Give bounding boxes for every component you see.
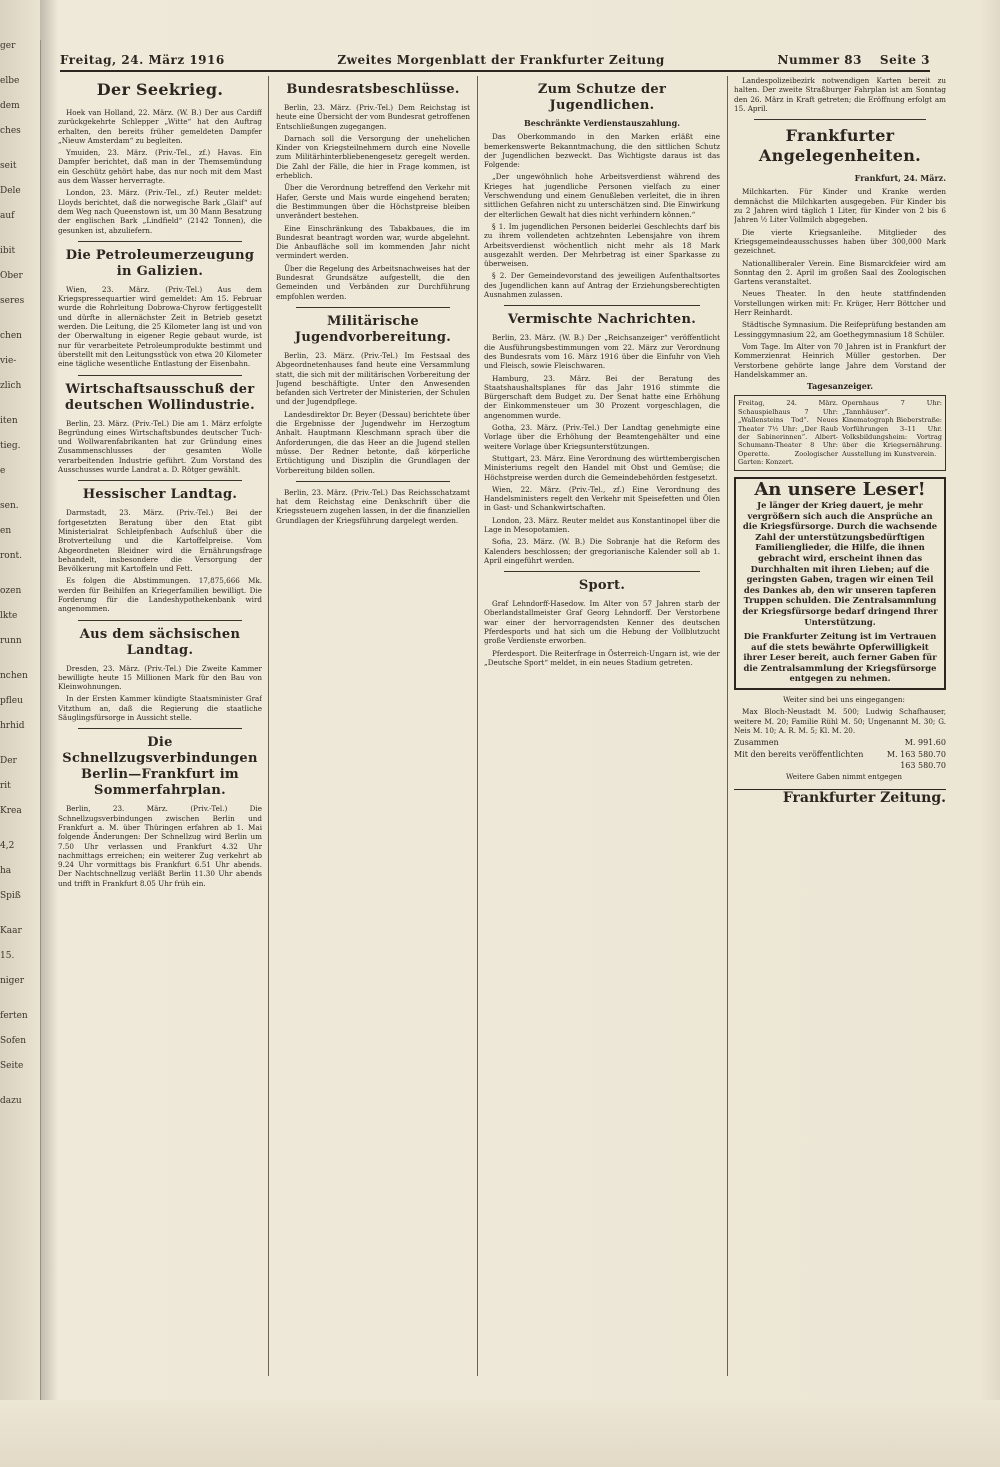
column-3: [484, 76, 720, 1376]
adjacent-page-fragment: pfleu: [0, 696, 23, 706]
article-paragraph: Neues Theater. In den heute stattfindenden Vorstellungen wirken mit: Fr. Krüger, Herr Böttcher und Herr Reinhardt.: [734, 289, 946, 318]
article-paragraph: Berlin, 23. März. (Priv.-Tel.) Die Schnellzugsverbindungen zwischen Berlin und Frankfurt a. M. über Thüringen erfahren ab 1. Mai folgende Änderungen: Der Schnellzug wird Berlin um 7.50 Uhr verlassen und Frankfurt 4.32 Uhr nachmittags erreichen; ein weiterer Zug verkehrt ab 9.24 Uhr vormittags bis Frankfurt 6.51 Uhr abends. Der Nachtschnellzug verläßt Berlin 11.30 Uhr abends und trifft in Frankfurt 8.05 Uhr früh ein.: [58, 804, 262, 888]
adjacent-page-fragment: iten: [0, 416, 18, 426]
adjacent-page-fragment: nchen: [0, 671, 28, 681]
article-paragraph: Berlin, 23. März. (Priv.-Tel.) Im Festsaal des Abgeordnetenhauses fand heute eine Versammlung statt, die sich mit der militärischen Vorbereitung der Jugend beschäftigte. Unter den Anwesenden befanden sich Vertreter der Ministerien, der Schulen und der Jugendpflege.: [276, 350, 470, 407]
page-fold-shadow: [40, 0, 58, 1467]
sum-value: 163 580.70: [900, 760, 946, 770]
adjacent-page-fragment: 15.: [0, 951, 15, 961]
article-paragraph: Gotha, 23. März. (Priv.-Tel.) Der Landtag genehmigte eine Vorlage über die Erhöhung der Beamtengehälter und eine weitere Vorlage über Kriegsunterstützungen.: [484, 423, 720, 451]
article-paragraph: Berlin, 23. März. (Priv.-Tel.) Das Reichsschatzamt hat dem Reichstag eine Denkschrift über die Kriegssteuern zugehen lassen, in der die finanziellen Grundlagen der Kriegsführung dargelegt werden.: [276, 487, 470, 525]
column-rule: [727, 76, 728, 1376]
adjacent-page-fragment: Sofen: [0, 1036, 27, 1046]
adjacent-page-fragment: hrhid: [0, 721, 25, 731]
section-heading: Die Schnellzugsverbindungen Berlin—Frankfurt im Sommerfahrplan.: [62, 735, 258, 799]
adjacent-page-fragment: seres: [0, 296, 25, 306]
section-heading: Sport.: [578, 578, 626, 594]
adjacent-page-fragment: ger: [0, 41, 16, 51]
section-heading: Vermischte Nachrichten.: [507, 312, 697, 328]
article-paragraph: Landesdirektor Dr. Beyer (Dessau) berichtete über die Ergebnisse der Jugendwehr im Herzogtum Anhalt. Hauptmann Kleschmann sprach über die Anforderungen, die das Heer an die Jugend stellen müsse. Der Redner betonte, daß körperliche Ertüchtigung und Disziplin die Grundlagen der Vorbereitung bilden sollen.: [276, 409, 470, 475]
adjacent-page-fragment: rit: [0, 781, 11, 791]
adjacent-page-fragment: e: [0, 466, 6, 476]
adjacent-page-fragment: sen.: [0, 501, 19, 511]
article-paragraph: Stuttgart, 23. März. Eine Verordnung des württembergischen Ministeriums regelt den Handel mit Obst und Gemüse; die Höchstpreise werden durch die Gemeindebehörden festgesetzt.: [484, 453, 720, 482]
tagesanzeiger-left: Freitag, 24. März. Schauspielhaus 7 Uhr: „Wallensteins Tod“. Neues Theater 7½ Uhr: „Der Raub der Sabinerinnen“. Albert-Schumann-Theater 8 Uhr: Operette. Zoologischer Garten: Konzert.: [738, 399, 838, 467]
sum-value: M. 991.60: [904, 738, 946, 748]
article-paragraph: Hoek van Holland, 22. März. (W. B.) Der aus Cardiff zurückgekehrte Schlepper „Witte“ hat den Auftrag erhalten, den bereits früher gemeldeten Dampfer „Nieuw Amsterdam“ zu begleiten.: [58, 108, 262, 145]
separator: [78, 375, 242, 376]
adjacent-page-fragment: Spiß: [0, 891, 21, 901]
article-paragraph: Darmstadt, 23. März. (Priv.-Tel.) Bei der fortgesetzten Beratung über den Etat gibt Ministerialrat Schleipfenbach Aufschluß über die Brotverteilung und die Kartoffelpreise. Vom Abgeordneten Bleidner wird die Ernährungsfrage behandelt, insbesondere die Versorgung der Bevölkerung mit Kartoffeln und Fett.: [58, 508, 262, 574]
section-heading: Aus dem sächsischen Landtag.: [79, 626, 241, 658]
article-paragraph: Berlin, 23. März. (Priv.-Tel.) Dem Reichstag ist heute eine Übersicht der vom Bundesrat getroffenen Entschließungen zugegangen.: [276, 103, 470, 131]
adjacent-page-fragment: Kaar: [0, 926, 22, 936]
article-paragraph: Wien, 23. März. (Priv.-Tel.) Aus dem Kriegspressequartier wird gemeldet: Am 15. Februar wurde die Rohrleitung Dobrowa-Chyrow fertiggestellt und dürfte in allernächster Zeit in Betrieb gesetzt werden. Die Leitung, die 25 Kilometer lang ist und von der Oberwaltung in eigener Regie gebaut wurde, ist nur für verarbeitete Petroleumprodukte bestimmt und überstellt mit den Leitungsstück von etwa 20 Kilometer eine tägliche wesentliche Entlastung der Eisenbahn.: [58, 284, 262, 369]
adjacent-page-fragment: ozen: [0, 586, 22, 596]
separator: [754, 119, 926, 120]
separator: [296, 481, 450, 482]
adjacent-page-fragment: ches: [0, 126, 21, 136]
separator: [78, 241, 242, 242]
appeal-body: Je länger der Krieg dauert, je mehr vergrößern sich auch die Ansprüche an die Kriegsfürsorge. Durch die wachsende Zahl der unterstützungsbedürftigen Familienglieder, die Hilfe, die ihnen gebracht wird, erscheint ihnen das Durchhalten mit ihren Lieben; auf die geringsten Gaben, tragen wir einen Teil des Dankes ab, den wir unseren tapferen Truppen schulden. Die Zentralsammlung der Kriegsfürsorge bedarf dringend Ihrer Unterstützung.: [742, 499, 938, 627]
separator: [78, 728, 242, 729]
masthead-title: Zweites Morgenblatt der Frankfurter Zeitung: [337, 53, 665, 67]
adjacent-page-fragment: elbe: [0, 76, 20, 86]
section-heading: Militärische Jugendvorbereitung.: [294, 313, 452, 345]
adjacent-page-strip: [0, 40, 41, 1400]
article-paragraph: London, 23. März. (Priv.-Tel., zf.) Reuter meldet: Lloyds berichtet, daß die norwegische Bark „Glaif“ auf dem Weg nach Queenstown ist, um 30 Mann Besatzung der englischen Bark „Lindfield“ (2142 Tonnen), die gesunken ist, abzuliefern.: [58, 188, 262, 235]
separator: [78, 480, 242, 481]
article-paragraph: Hamburg, 23. März. Bei der Beratung des Staatshaushaltsplanes für das Jahr 1916 stimmte die Bürgerschaft dem Budget zu. Der Senat hatte eine Erhöhung der Einkommensteuer um 30 Prozent vorgeschlagen, die angenommen wurde.: [484, 373, 720, 420]
section-heading: Bundesratsbeschlüsse.: [286, 82, 460, 97]
article-paragraph: Graf Lehndorff-Hasedow. Im Alter von 57 Jahren starb der Oberlandstallmeister Graf Georg Lehndorff. Der Verstorbene war einer der hervorragendsten Kenner des deutschen Pferdesports und hat sich um die Hebung der Vollblutzucht große Verdienste erworben.: [484, 599, 720, 646]
article-paragraph: Die vierte Kriegsanleihe. Mitglieder des Kriegsgemeindeausschusses haben über 300,000 Mark gezeichnet.: [734, 227, 946, 256]
article-paragraph: Es folgen die Abstimmungen. 17,875,666 Mk. werden für Beihilfen an Kriegerfamilien bewilligt. Die Forderung für die Landeshypothekenbank wird angenommen.: [58, 576, 262, 614]
article-paragraph: Berlin, 23. März. (W. B.) Der „Reichsanzeiger“ veröffentlicht die Ausführungsbestimmungen vom 22. März zur Verordnung des Bundesrats vom 16. März 1916 über die Einfuhr von Vieh und Fleisch, sowie Fleischwaren.: [484, 333, 720, 371]
adjacent-page-fragment: Der: [0, 756, 17, 766]
sum-row: [734, 738, 946, 747]
article-paragraph: Eine Einschränkung des Tabakbaues, die im Bundesrat beantragt worden war, wurde abgelehnt. Die Anbaufläche soll im kommenden Jahr nicht vermindert werden.: [276, 223, 470, 261]
article-paragraph: Sofia, 23. März. (W. B.) Die Sobranje hat die Reform des Kalenders beschlossen; der gregorianische Kalender soll ab 1. April eingeführt werden.: [484, 537, 720, 565]
masthead: [60, 50, 930, 72]
adjacent-page-fragment: ferten: [0, 1011, 28, 1021]
adjacent-page-fragment: seit: [0, 161, 17, 171]
adjacent-page-fragment: ibit: [0, 246, 16, 256]
article-paragraph: Wien, 22. März. (Priv.-Tel., zf.) Eine Verordnung des Handelsministers regelt den Verkehr mit Speisefetten und Ölen in Gast- und Schankwirtschaften.: [484, 484, 720, 513]
adjacent-page-fragment: Dele: [0, 186, 21, 196]
adjacent-page-fragment: dem: [0, 101, 20, 111]
section-heading: Zum Schutze der Jugendlichen.: [537, 82, 667, 113]
article-paragraph: § 1. Im jugendlichen Personen beiderlei Geschlechts darf bis zu ihrem vollendeten achtzehnten Lebensjahre von ihrem Arbeitsverdienst wöchentlich nicht mehr als 18 Mark ausgezahlt werden. Der Mehrbetrag ist einer Sparkasse zu überweisen.: [484, 221, 720, 269]
adjacent-page-fragment: lkte: [0, 611, 18, 621]
article-paragraph: „Der ungewöhnlich hohe Arbeitsverdienst während des Krieges hat jugendliche Personen vielfach zu einer Verschwendung und einem Genußleben verleitet, die in ihren sittlichen Gefahren nicht zu unterschätzen sind. Die Einwirkung der elterlichen Gewalt hat dies nicht verhindern können.“: [484, 172, 720, 219]
article-paragraph: Das Oberkommando in den Marken erläßt eine bemerkenswerte Bekanntmachung, die den sittlichen Schutz der Jugendlichen bezweckt. Das Wichtigste daraus ist das Folgende:: [484, 132, 720, 170]
appeal-title: An unsere Leser!: [754, 478, 926, 500]
appeal-box: [734, 477, 946, 690]
section-heading: Hessischer Landtag.: [82, 487, 238, 503]
separator: [504, 305, 700, 306]
adjacent-page-fragment: niger: [0, 976, 25, 986]
gifts-list: Max Bloch-Neustadt M. 500; Ludwig Schafhauser, weitere M. 20; Familie Rühl M. 50; Ungenannt M. 30; G. Neis M. 10; A. R. M. 5; Kl. M. 20.: [734, 707, 946, 735]
article-paragraph: § 2. Der Gemeindevorstand des jeweiligen Aufenthaltsortes des Jugendlichen kann auf Antrag der Erziehungsberechtigten Ausnahmen zulassen.: [484, 271, 720, 300]
column-4: [734, 76, 946, 1376]
section-heading: Frankfurter Angelegenheiten.: [758, 126, 922, 166]
masthead-date: Freitag, 24. März 1916: [60, 53, 225, 67]
page-bottom-edge: [0, 1400, 1000, 1467]
adjacent-page-fragment: ront.: [0, 551, 22, 561]
adjacent-page-fragment: tieg.: [0, 441, 21, 451]
more-gifts: Weitere Gaben nimmt entgegen: [785, 772, 903, 782]
dateline: Frankfurt, 24. März.: [854, 173, 946, 184]
adjacent-page-fragment: Krea: [0, 806, 22, 816]
adjacent-page-fragment: Ober: [0, 271, 23, 281]
gifts-intro: Weiter sind bei uns eingegangen:: [783, 695, 905, 705]
article-paragraph: Landespolizeibezirk notwendigen Karten bereit zu halten. Der zweite Straßburger Fahrplan ist am Sonntag den 26. März in Kraft getreten; die Eröffnung erfolgt am 15. April.: [734, 76, 946, 113]
adjacent-page-fragment: zlich: [0, 381, 22, 391]
adjacent-page-fragment: chen: [0, 331, 22, 341]
tagesanzeiger-heading: Tagesanzeiger.: [806, 381, 874, 392]
article-paragraph: Vom Tage. Im Alter von 70 Jahren ist in Frankfurt der Kommerzienrat Heinrich Müller gestorben. Der Verstorbene gehörte lange Jahre dem Vorstand der Handelskammer an.: [734, 341, 946, 379]
separator: [296, 307, 450, 308]
article-paragraph: Darnach soll die Versorgung der unehelichen Kinder von Kriegsteilnehmern durch eine Novelle zum Militärhinterbliebenengesetz geregelt werden. Die Zahl der Fälle, die hier in Frage kommen, ist erheblich.: [276, 133, 470, 181]
column-1: [58, 76, 262, 1376]
column-rule: [477, 76, 478, 1376]
sum-label: Zusammen: [734, 738, 779, 748]
sum-label: Mit den bereits veröffentlichten: [734, 749, 864, 759]
section-subheading: Beschränkte Verdienstauszahlung.: [524, 118, 680, 128]
adjacent-page-fragment: dazu: [0, 1096, 22, 1106]
separator: [78, 620, 242, 621]
article-paragraph: Über die Verordnung betreffend den Verkehr mit Hafer, Gerste und Mais wurde eingehend beraten; die Bestimmungen über die Höchstpreise bleiben unverändert bestehen.: [276, 183, 470, 221]
article-paragraph: Über die Regelung des Arbeitsnachweises hat der Bundesrat Grundsätze aufgestellt, die den Gemeinden und Verbänden zur Durchführung empfohlen werden.: [276, 263, 470, 301]
masthead-page: Seite 3: [879, 53, 930, 67]
adjacent-page-fragment: Seite: [0, 1061, 24, 1071]
section-heading: Der Seekrieg.: [96, 80, 224, 99]
article-paragraph: Städtische Symnasium. Die Reifeprüfung bestanden am Lessinggymnasium 22, am Goethegymnasium 18 Schüler.: [734, 320, 946, 339]
adjacent-page-fragment: ha: [0, 866, 12, 876]
article-paragraph: Ymuiden, 23. März. (Priv.-Tel., zf.) Havas. Ein Dampfer berichtet, daß man in der Themsemündung ein Geschütz gehört habe, das nur noch mit dem Mast aus dem Wasser herverragte.: [58, 148, 262, 186]
article-paragraph: In der Ersten Kammer kündigte Staatsminister Graf Vitzthum an, daß die Regierung die staatliche Säuglingsfürsorge in Aussicht stelle.: [58, 694, 262, 723]
appeal-body-2: Die Frankfurter Zeitung ist im Vertrauen auf die stets bewährte Opferwilligkeit ihrer Leser bereit, auch ferner Gaben für die Zentralsammlung der Kriegsfürsorge entgegen zu nehmen.: [743, 631, 937, 684]
adjacent-page-fragment: runn: [0, 636, 22, 646]
column-rule: [268, 76, 269, 1376]
article-paragraph: Milchkarten. Für Kinder und Kranke werden demnächst die Milchkarten ausgegeben. Für Kinder bis zu 2 Jahren wird täglich 1 Liter, für Kinder von 2 bis 6 Jahren ½ Liter Vollmilch abgegeben.: [734, 187, 946, 225]
sum-row: [734, 750, 946, 759]
adjacent-page-fragment: en: [0, 526, 12, 536]
publication-brand: Frankfurter Zeitung.: [734, 789, 946, 803]
article-paragraph: Nationalliberaler Verein. Eine Bismarckfeier wird am Sonntag den 2. April im großen Saal des Zoologischen Gartens veranstaltet.: [734, 258, 946, 287]
column-2: [276, 76, 470, 1376]
adjacent-page-fragment: auf: [0, 211, 15, 221]
article-paragraph: Berlin, 23. März. (Priv.-Tel.) Die am 1. März erfolgte Begründung eines Wirtschaftsbundes deutscher Tuch- und Wollwarenfabrikanten hat zur Gründung eines Zusammenschlusses der gesamten Wolle verarbeitenden Industrie geführt. Zum Vorstand des Ausschusses wurde Landrat a. D. Rötger gewählt.: [58, 418, 262, 475]
article-paragraph: London, 23. März. Reuter meldet aus Konstantinopel über die Lage in Mesopotamien.: [484, 515, 720, 534]
sum-value: M. 163 580.70: [886, 749, 946, 759]
tagesanzeiger-box: [734, 395, 946, 470]
section-heading: Die Petroleumerzeugung in Galizien.: [65, 247, 255, 279]
adjacent-page-fragment: vie-: [0, 356, 17, 366]
tagesanzeiger-right: Opernhaus 7 Uhr: „Tannhäuser“. Kinematograph Bieberstraße: Vorführungen 3–11 Uhr. Volksbildungsheim: Vortrag über die Kriegsernährung. Ausstellung im Kunstverein.: [842, 399, 942, 458]
sum-row: [734, 761, 946, 770]
article-paragraph: Pferdesport. Die Reiterfrage in Österreich-Ungarn ist, wie der „Deutsche Sport“ meldet, in ein neues Stadium getreten.: [484, 648, 720, 667]
article-paragraph: Dresden, 23. März. (Priv.-Tel.) Die Zweite Kammer bewilligte heute 15 Millionen Mark für den Bau von Kleinwohnungen.: [58, 663, 262, 692]
separator: [504, 571, 700, 572]
masthead-number: Nummer 83: [777, 53, 862, 67]
section-heading: Wirtschaftsausschuß der deutschen Wollindustrie.: [65, 381, 255, 413]
adjacent-page-fragment: 4,2: [0, 841, 15, 851]
